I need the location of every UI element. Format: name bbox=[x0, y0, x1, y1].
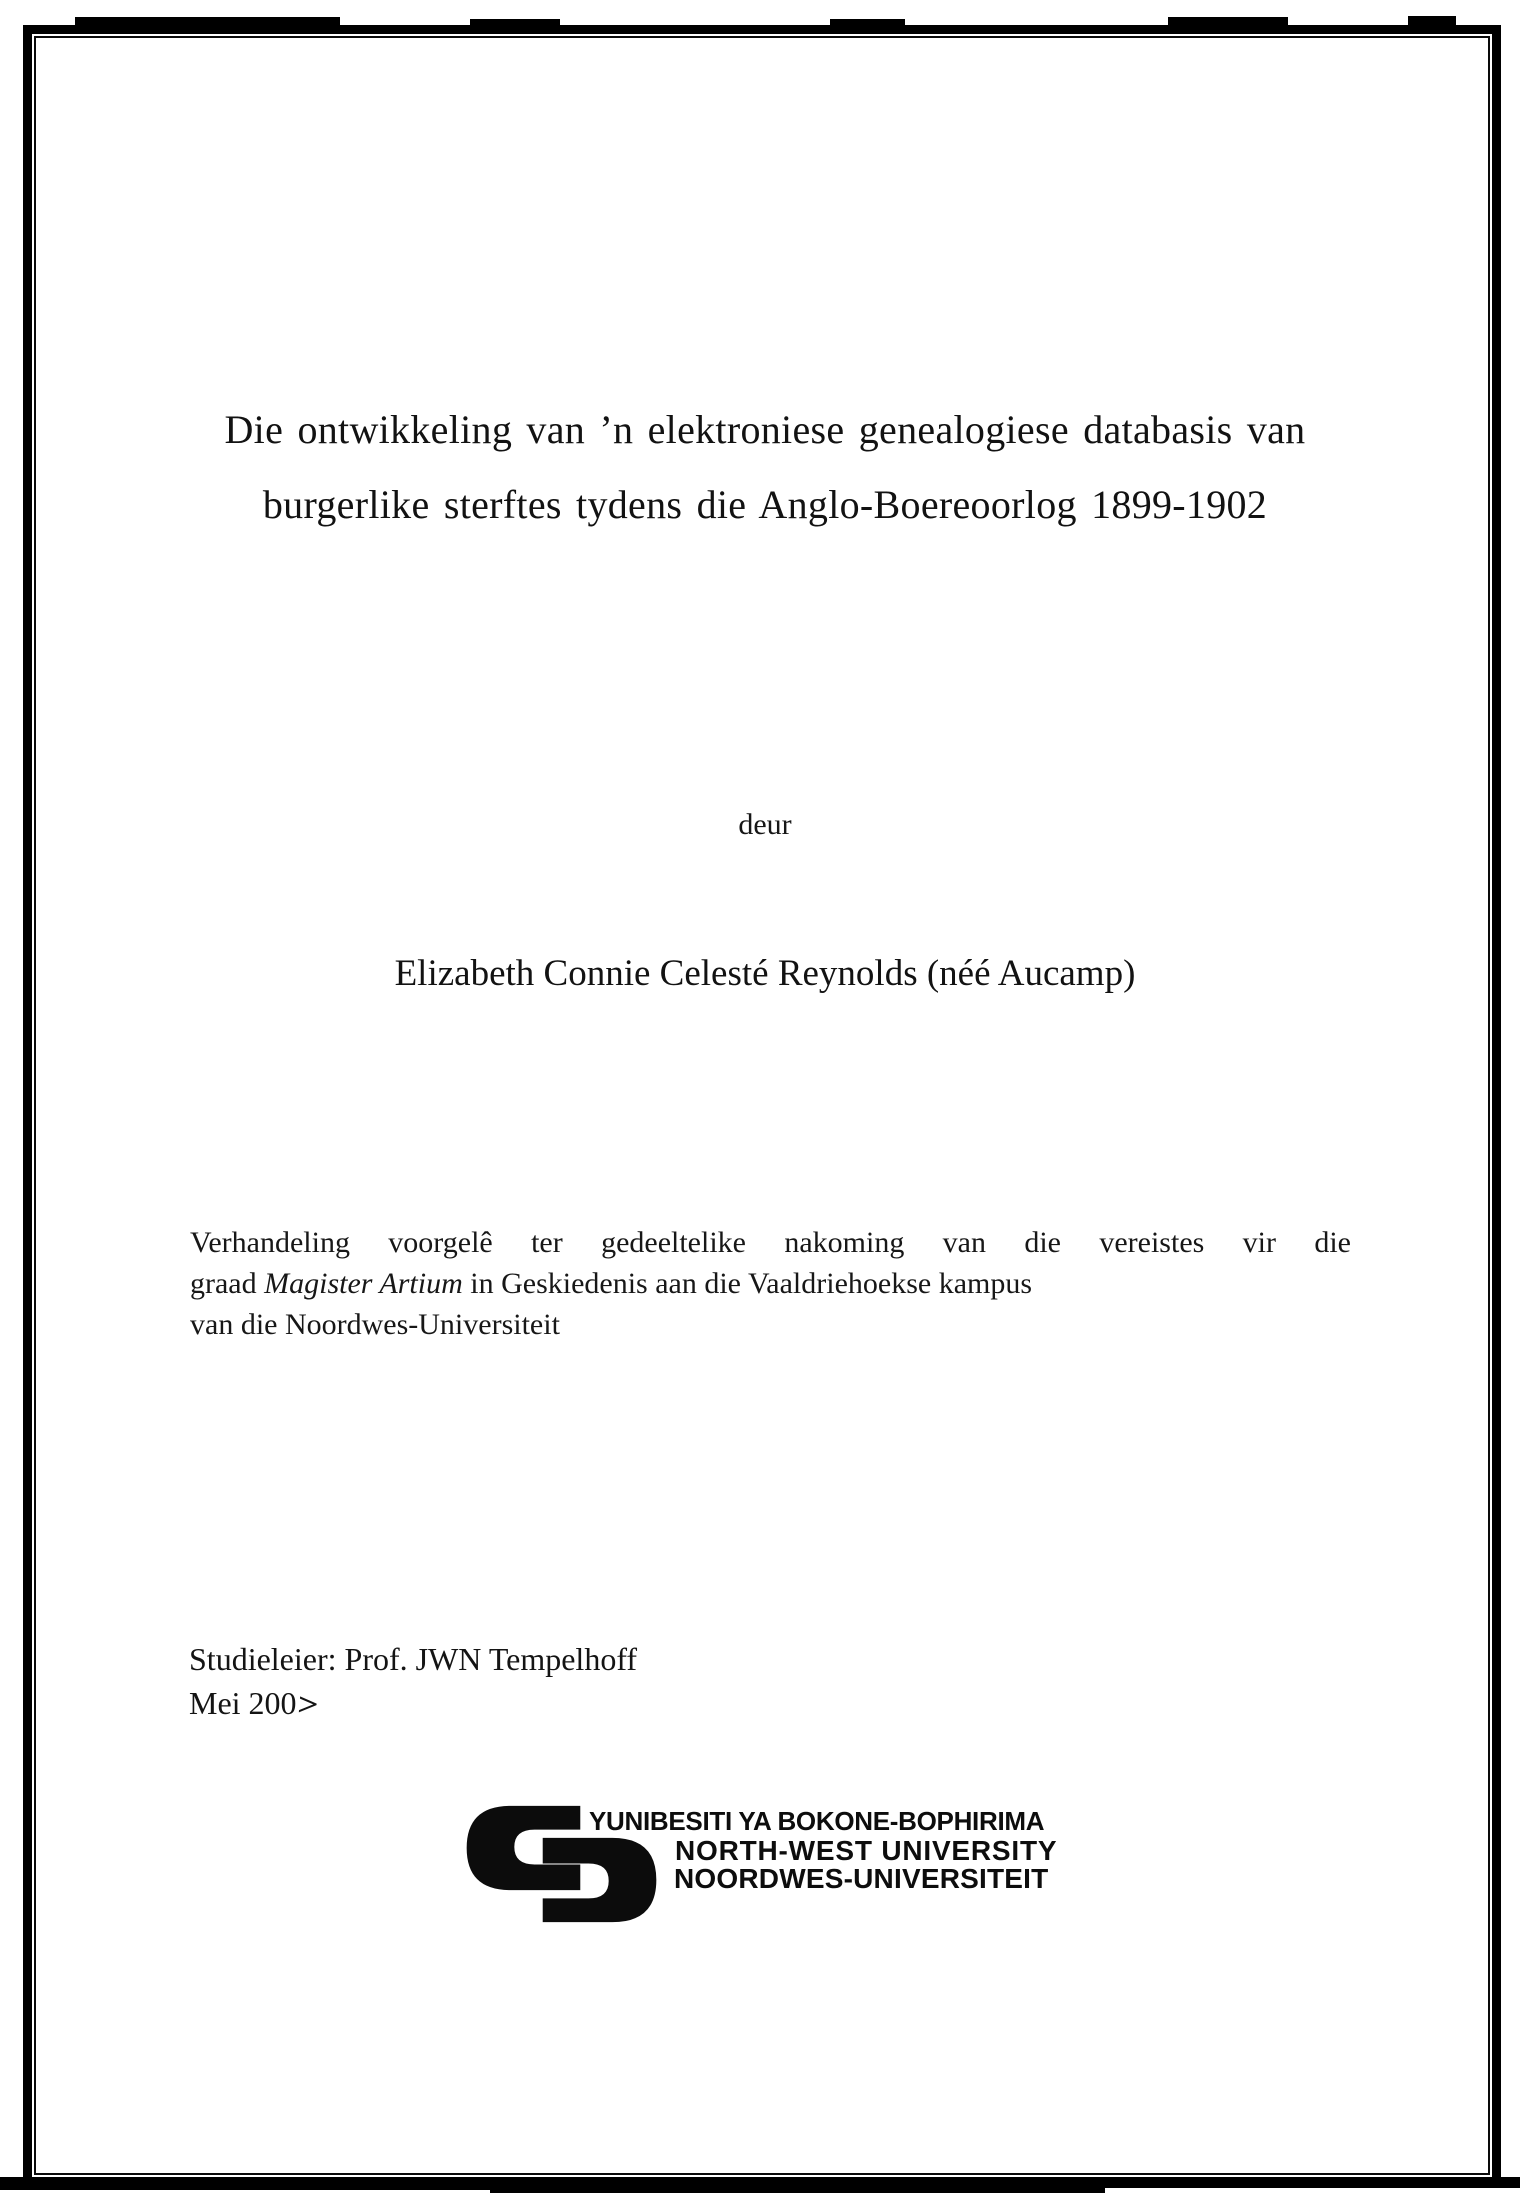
degree-name: Magister Artium bbox=[264, 1267, 463, 1300]
declaration-paragraph bbox=[190, 1222, 1351, 1345]
logo-text-english: NORTH-WEST UNIVERSITY bbox=[675, 1835, 1058, 1866]
logo-text-afrikaans: NOORDWES-UNIVERSITEIT bbox=[674, 1863, 1049, 1894]
date-seven-glyph: > bbox=[295, 1686, 320, 1722]
declaration-line1: Verhandeling voorgelê ter gedeeltelike nakoming van die vereistes vir die bbox=[190, 1226, 1351, 1259]
university-logo bbox=[463, 1798, 1123, 1943]
declaration-line3: van die Noordwes-Universiteit bbox=[190, 1308, 560, 1341]
author-name: Elizabeth Connie Celesté Reynolds (néé Aucamp) bbox=[394, 953, 1136, 994]
declaration-line2 bbox=[190, 1263, 1351, 1304]
byline-label: deur bbox=[738, 808, 792, 841]
thesis-title-line1: Die ontwikkeling van ’n elektroniese genealogiese databasis van bbox=[224, 407, 1306, 452]
date-line bbox=[189, 1685, 320, 1722]
date-text: Mei 200 bbox=[189, 1685, 297, 1721]
thesis-title-line2: burgerlike sterftes tydens die Anglo-Boereoorlog 1899-1902 bbox=[262, 482, 1268, 527]
thesis-title bbox=[160, 392, 1370, 542]
declaration-line2-pre: graad bbox=[190, 1267, 265, 1300]
declaration-line2-post: in Geskiedenis aan die Vaaldriehoekse kampus bbox=[462, 1267, 1033, 1300]
logo-text-setswana: YUNIBESITI YA BOKONE-BOPHIRIMA bbox=[589, 1806, 1045, 1836]
supervisor-line: Studieleier: Prof. JWN Tempelhoff bbox=[189, 1641, 638, 1677]
